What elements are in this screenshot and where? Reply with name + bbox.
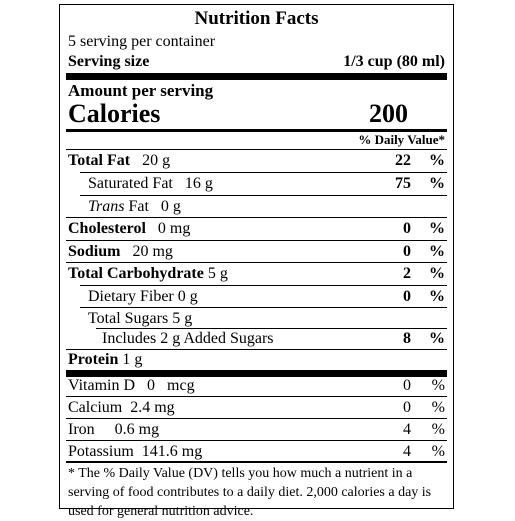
percent-sign: %: [429, 175, 445, 192]
nutrient-row-total-carbohydrate: [66, 263, 447, 285]
percent-sign: %: [429, 330, 445, 347]
nutrient-name: Cholesterol: [68, 220, 146, 237]
label-title: Nutrition Facts: [194, 8, 319, 29]
percent-sign: %: [429, 288, 445, 305]
nutrient-amount: 5 g: [172, 310, 193, 327]
amount-per-serving: Amount per serving: [68, 81, 214, 100]
nutrient-name: Total Carbohydrate: [68, 265, 204, 282]
serving-size-value: 1/3 cup (80 ml): [343, 53, 445, 70]
nutrient-row-cholesterol: [66, 218, 447, 240]
nutrient-amount: 16 g: [184, 175, 213, 192]
calories-value: 200: [369, 99, 408, 128]
nutrient-name: Dietary Fiber: [88, 288, 174, 305]
nutrient-dv: 8: [403, 330, 411, 347]
nutrient-row-added-sugars: [66, 328, 447, 350]
nutrient-dv: 22: [395, 152, 411, 169]
nutrient-name-suffix: Fat: [128, 198, 149, 215]
nutrient-dv: 0: [403, 288, 411, 305]
calories-label: Calories: [68, 99, 161, 128]
nutrient-amount: 1 g: [122, 351, 143, 368]
nutrient-name: Trans: [88, 198, 125, 215]
nutrient-amount: 20 mg: [132, 243, 173, 260]
vitamin-amount: 2.4 mg: [130, 399, 175, 416]
nutrient-row-total-fat: [66, 150, 447, 172]
percent-sign: %: [429, 220, 445, 237]
nutrient-amount: 5 g: [207, 265, 228, 282]
percent-sign: %: [429, 243, 445, 260]
vitamin-amount: 0: [147, 377, 156, 394]
vitamin-dv: 0: [403, 377, 411, 394]
percent-sign: %: [431, 443, 445, 460]
vitamin-dv: 4: [403, 443, 411, 460]
vitamin-row-calcium: [66, 397, 447, 419]
nutrient-dv: 75: [395, 175, 411, 192]
vitamin-row-potassium: [66, 441, 447, 463]
nutrient-name: Total Fat: [68, 152, 131, 169]
percent-sign: %: [431, 399, 445, 416]
vitamin-row-vitamin-d: [66, 375, 447, 397]
vitamin-name: Potassium: [68, 443, 134, 460]
nutrient-row-sodium: [66, 241, 447, 263]
nutrient-name: Total Sugars: [88, 310, 169, 327]
vitamin-dv: 0: [403, 399, 411, 416]
vitamin-row-iron: [66, 419, 447, 441]
nutrient-name: Includes 2 g Added Sugars: [102, 330, 274, 347]
nutrient-amount: 0 g: [160, 198, 181, 215]
nutrient-row-protein: [66, 349, 447, 371]
nutrient-dv: 0: [403, 220, 411, 237]
percent-sign: %: [431, 421, 445, 438]
percent-sign: %: [429, 152, 445, 169]
vitamin-amount: 0.6 mg: [114, 421, 160, 438]
nutrient-row-saturated-fat: [66, 173, 447, 195]
percent-sign: %: [429, 265, 445, 282]
daily-value-header: % Daily Value*: [358, 132, 445, 147]
nutrient-amount: 0 mg: [157, 220, 191, 237]
footnote-divider: [66, 461, 447, 463]
percent-sign: %: [431, 377, 445, 394]
nutrient-row-trans-fat: [66, 196, 447, 218]
nutrient-row-dietary-fiber: [66, 286, 447, 308]
servings-per-container: 5 serving per container: [68, 33, 216, 50]
nutrient-dv: 0: [403, 243, 411, 260]
vitamin-dv: 4: [403, 421, 411, 438]
vitamin-unit: mcg: [167, 377, 195, 394]
nutrition-facts-label: [59, 4, 454, 519]
vitamin-name: Vitamin D: [68, 377, 136, 394]
nutrient-dv: 2: [403, 265, 411, 282]
serving-size-label: Serving size: [68, 53, 150, 70]
nutrient-name: Sodium: [68, 243, 121, 260]
nutrient-amount: 20 g: [142, 152, 171, 169]
vitamin-name: Iron: [68, 421, 95, 438]
nutrient-name: Saturated Fat: [88, 175, 173, 192]
thick-divider: [66, 73, 447, 80]
footnote: * The % Daily Value (DV) tells you how much a nutrient in a serving of food contributes to a daily diet. 2,000 calories a day is used for general nutrition advice.: [68, 466, 432, 519]
nutrient-name: Protein: [68, 351, 119, 368]
vitamin-amount: 141.6 mg: [141, 443, 203, 460]
vitamin-name: Calcium: [68, 399, 123, 416]
nutrient-row-total-sugars: [66, 308, 447, 330]
nutrient-amount: 0 g: [177, 288, 198, 305]
